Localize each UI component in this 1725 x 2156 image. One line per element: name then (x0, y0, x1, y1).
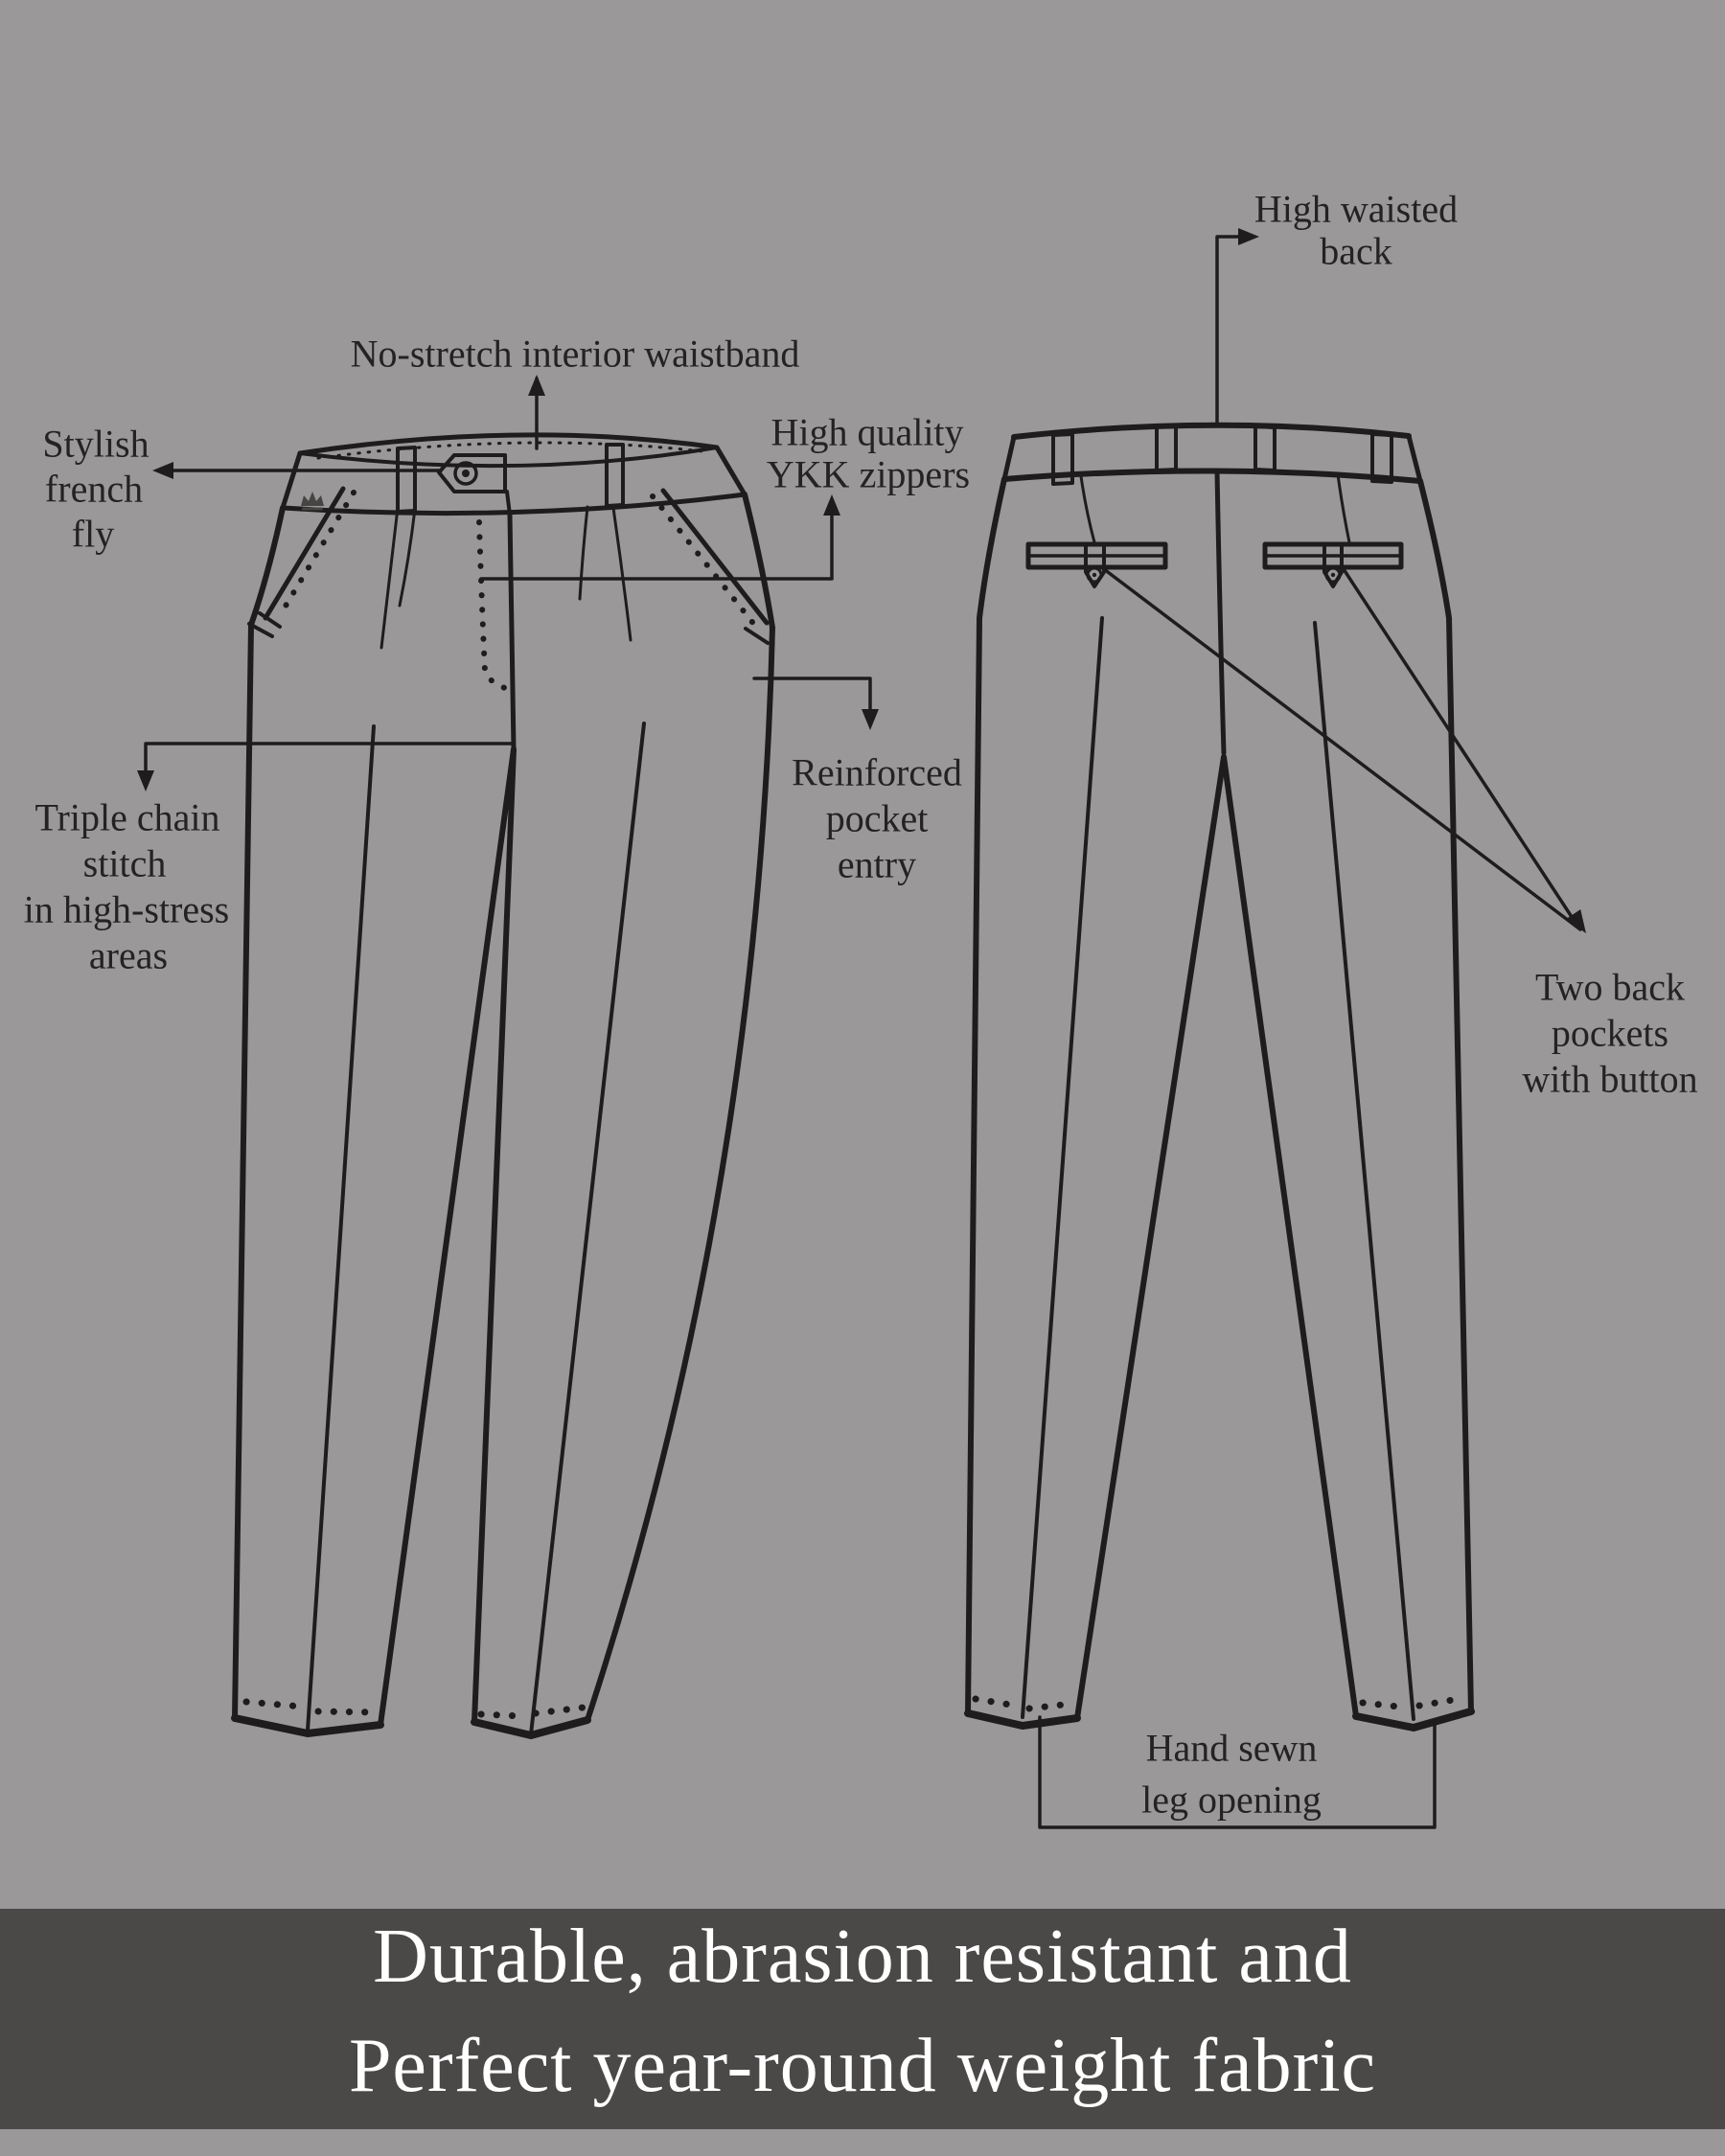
annotation-hand-sewn-leg-opening (1141, 1727, 1322, 1822)
leader-line (1217, 237, 1254, 423)
svg-text:back: back (1320, 229, 1392, 273)
arrowhead-down-icon (137, 770, 154, 791)
front-pleat-left-2 (400, 509, 415, 606)
fly-button-dot-icon (462, 470, 470, 477)
back-dart-right (1338, 474, 1349, 542)
crown-logo-icon (301, 492, 324, 511)
svg-text:High waisted: High waisted (1254, 187, 1459, 231)
svg-text:Stylish: Stylish (42, 422, 150, 466)
front-view-drawing (235, 435, 772, 1735)
annotation-reinforced-pocket-entry (792, 751, 962, 886)
front-waistband-left-edge (283, 453, 300, 508)
back-left-outseam (968, 479, 1004, 1713)
svg-text:entry: entry (837, 842, 917, 886)
front-pocket-right-notch (746, 629, 768, 643)
front-left-outseam (235, 508, 283, 1718)
annotation-no-stretch-waistband: No-stretch interior waistband (350, 332, 800, 376)
annotation-two-back-pockets (1522, 966, 1697, 1101)
front-left-hem-stitch (246, 1702, 377, 1712)
front-pleat-right-1 (613, 508, 631, 640)
back-center-seam (1217, 471, 1224, 753)
front-waistband-right-edge (717, 447, 745, 494)
annotation-ykk-zippers (767, 411, 970, 496)
front-pocket-right-stitch (653, 496, 755, 626)
svg-text:in high-stress: in high-stress (23, 887, 230, 931)
svg-text:with button: with button (1522, 1057, 1698, 1101)
fly-zipper-stitch (479, 522, 510, 689)
svg-text:Two back: Two back (1534, 965, 1686, 1009)
back-view-drawing (968, 425, 1471, 1728)
arrowhead-down-icon (862, 709, 879, 730)
front-belt-loop-left (398, 447, 415, 512)
leader-line (146, 744, 512, 786)
svg-text:YKK zippers: YKK zippers (766, 452, 971, 496)
banner-line-1: Durable, abrasion resistant and (373, 1915, 1352, 1999)
svg-text:leg opening: leg opening (1141, 1778, 1322, 1822)
front-left-crease (308, 726, 374, 1731)
front-right-outseam (587, 494, 772, 1720)
svg-text:pockets: pockets (1551, 1011, 1669, 1055)
back-right-crease (1315, 623, 1414, 1719)
back-left-crease (1023, 618, 1102, 1717)
svg-text:french: french (44, 467, 144, 511)
back-belt-loop-2 (1157, 426, 1176, 470)
arrowhead-left-icon (152, 462, 173, 479)
front-waist-rim-back (300, 447, 717, 466)
leader-line (1104, 569, 1580, 929)
banner-line-2: Perfect year-round weight fabric (348, 2024, 1377, 2108)
back-pocket-left-button-dot-icon (1092, 573, 1096, 577)
svg-text:areas: areas (88, 933, 169, 977)
leader-line (1344, 569, 1577, 926)
back-right-inseam (1224, 757, 1356, 1716)
arrowhead-right-icon (1238, 228, 1259, 245)
svg-text:stitch: stitch (82, 841, 167, 885)
back-waistband-left-edge (1004, 437, 1014, 479)
fabric-banner (0, 1909, 1725, 2129)
front-center-seam (510, 515, 514, 749)
back-belt-loop-3 (1255, 426, 1275, 470)
back-right-outseam (1420, 481, 1471, 1711)
front-pleat-left-1 (381, 508, 398, 648)
annotation-triple-chain-stitch (24, 796, 229, 977)
arrowhead-up-icon (528, 375, 545, 396)
french-fly-tab (439, 455, 505, 492)
annotation-high-waisted-back (1254, 188, 1458, 273)
svg-text:Triple chain: Triple chain (34, 795, 220, 839)
back-waistband-bottom (1004, 470, 1420, 481)
svg-text:Reinforced: Reinforced (792, 750, 962, 794)
annotation-labels (24, 188, 1698, 1822)
front-belt-loop-right (607, 445, 623, 506)
svg-text:Hand sewn: Hand sewn (1145, 1726, 1318, 1770)
back-pocket-right-button-dot-icon (1331, 573, 1335, 577)
svg-text:pocket: pocket (825, 796, 929, 840)
svg-text:fly: fly (71, 512, 115, 556)
arrowhead-up-icon (823, 494, 840, 516)
back-dart-left (1081, 476, 1094, 542)
front-pleat-right-2 (580, 507, 587, 599)
svg-text:High quality: High quality (770, 410, 964, 454)
back-left-inseam (1077, 757, 1224, 1718)
back-waistband-right-edge (1409, 436, 1420, 481)
annotation-stylish-french-fly (42, 423, 149, 556)
